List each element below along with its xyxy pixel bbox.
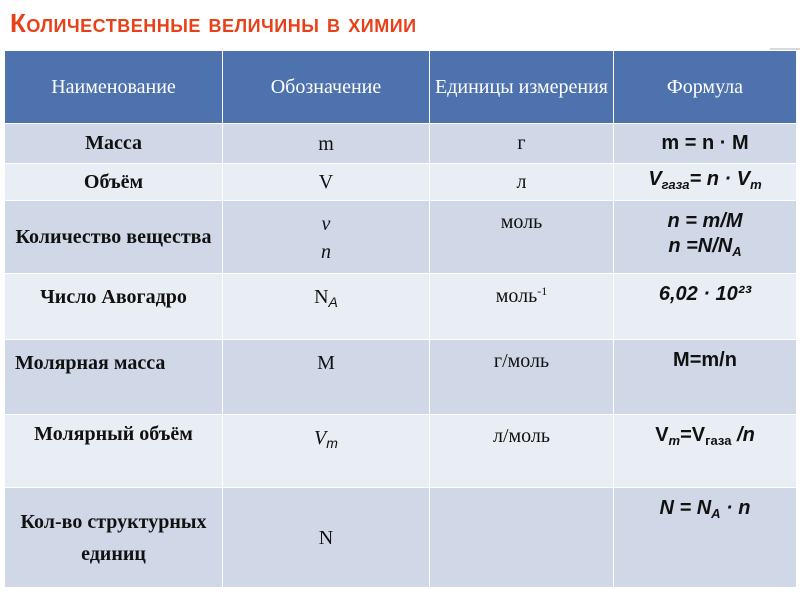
row-formula (614, 164, 797, 201)
row-formula (614, 201, 797, 274)
table-row (5, 124, 797, 164)
formula-v: V (648, 168, 662, 190)
symbol-subscript: A (328, 294, 338, 310)
row-symbol (223, 415, 430, 488)
row-formula (614, 340, 797, 415)
header-symbol: Обозначение (223, 51, 430, 124)
row-formula (614, 488, 797, 588)
table-row (5, 340, 797, 415)
formula-subscript: A (711, 506, 721, 521)
units-superscript: -1 (537, 284, 548, 298)
row-units: л (430, 164, 614, 201)
row-units: л/моль (430, 415, 614, 488)
symbol-nu: ν (321, 213, 331, 235)
page-title: Количественные величины в химии (10, 8, 417, 38)
symbol-main: V (314, 427, 327, 449)
row-formula (614, 124, 797, 164)
formula-v-subscript: газа (661, 177, 690, 192)
units-main: моль (495, 285, 538, 307)
table-header-row (5, 51, 797, 124)
row-name: Объём (5, 164, 223, 201)
table-row (5, 488, 797, 588)
row-formula (614, 274, 797, 340)
row-formula (614, 415, 797, 488)
formula-main: N = N (659, 497, 712, 519)
row-symbol: N (223, 488, 430, 588)
formula-text: M=m/n (673, 349, 737, 371)
quantities-table (4, 50, 797, 588)
row-symbol (223, 274, 430, 340)
row-name: Молярная масса (5, 340, 223, 415)
symbol-subscript: m (326, 435, 338, 451)
formula-line-2-subscript: A (732, 244, 742, 259)
row-units: г/моль (430, 340, 614, 415)
row-symbol: m (223, 124, 430, 164)
formula-text: m = n · M (661, 132, 749, 154)
formula-mid-subscript: газа (705, 433, 732, 448)
row-units (430, 274, 614, 340)
table-row (5, 201, 797, 274)
formula-mid: =V (680, 424, 706, 446)
header-units: Единицы измерения (430, 51, 614, 124)
row-units (430, 488, 614, 588)
table-row (5, 274, 797, 340)
formula-line-1: n = m/M (667, 210, 743, 232)
row-name: Кол-во структурных единиц (5, 488, 223, 588)
row-name: Число Авогадро (5, 274, 223, 340)
row-units: г (430, 124, 614, 164)
row-name: Количество вещества (5, 201, 223, 274)
row-symbol (223, 201, 430, 274)
symbol-n: n (321, 241, 331, 263)
header-formula: Формула (614, 51, 797, 124)
table-row (5, 415, 797, 488)
formula-text: 6,02 · 10²³ (658, 283, 752, 305)
formula-v-subscript: m (668, 433, 681, 448)
table-row (5, 164, 797, 201)
formula-rest: = n · V (689, 168, 751, 190)
formula-rest: · n (720, 497, 751, 519)
row-symbol: M (223, 340, 430, 415)
row-units: моль (430, 201, 614, 274)
formula-rest: /n (731, 424, 755, 446)
formula-m-subscript: m (750, 177, 762, 192)
row-name: Молярный объём (5, 415, 223, 488)
row-name: Масса (5, 124, 223, 164)
formula-line-2 (618, 234, 792, 264)
symbol-main: N (314, 286, 329, 308)
formula-line-2-main: n =N/N (668, 235, 733, 257)
row-symbol: V (223, 164, 430, 201)
formula-v: V (655, 424, 669, 446)
header-name: Наименование (5, 51, 223, 124)
